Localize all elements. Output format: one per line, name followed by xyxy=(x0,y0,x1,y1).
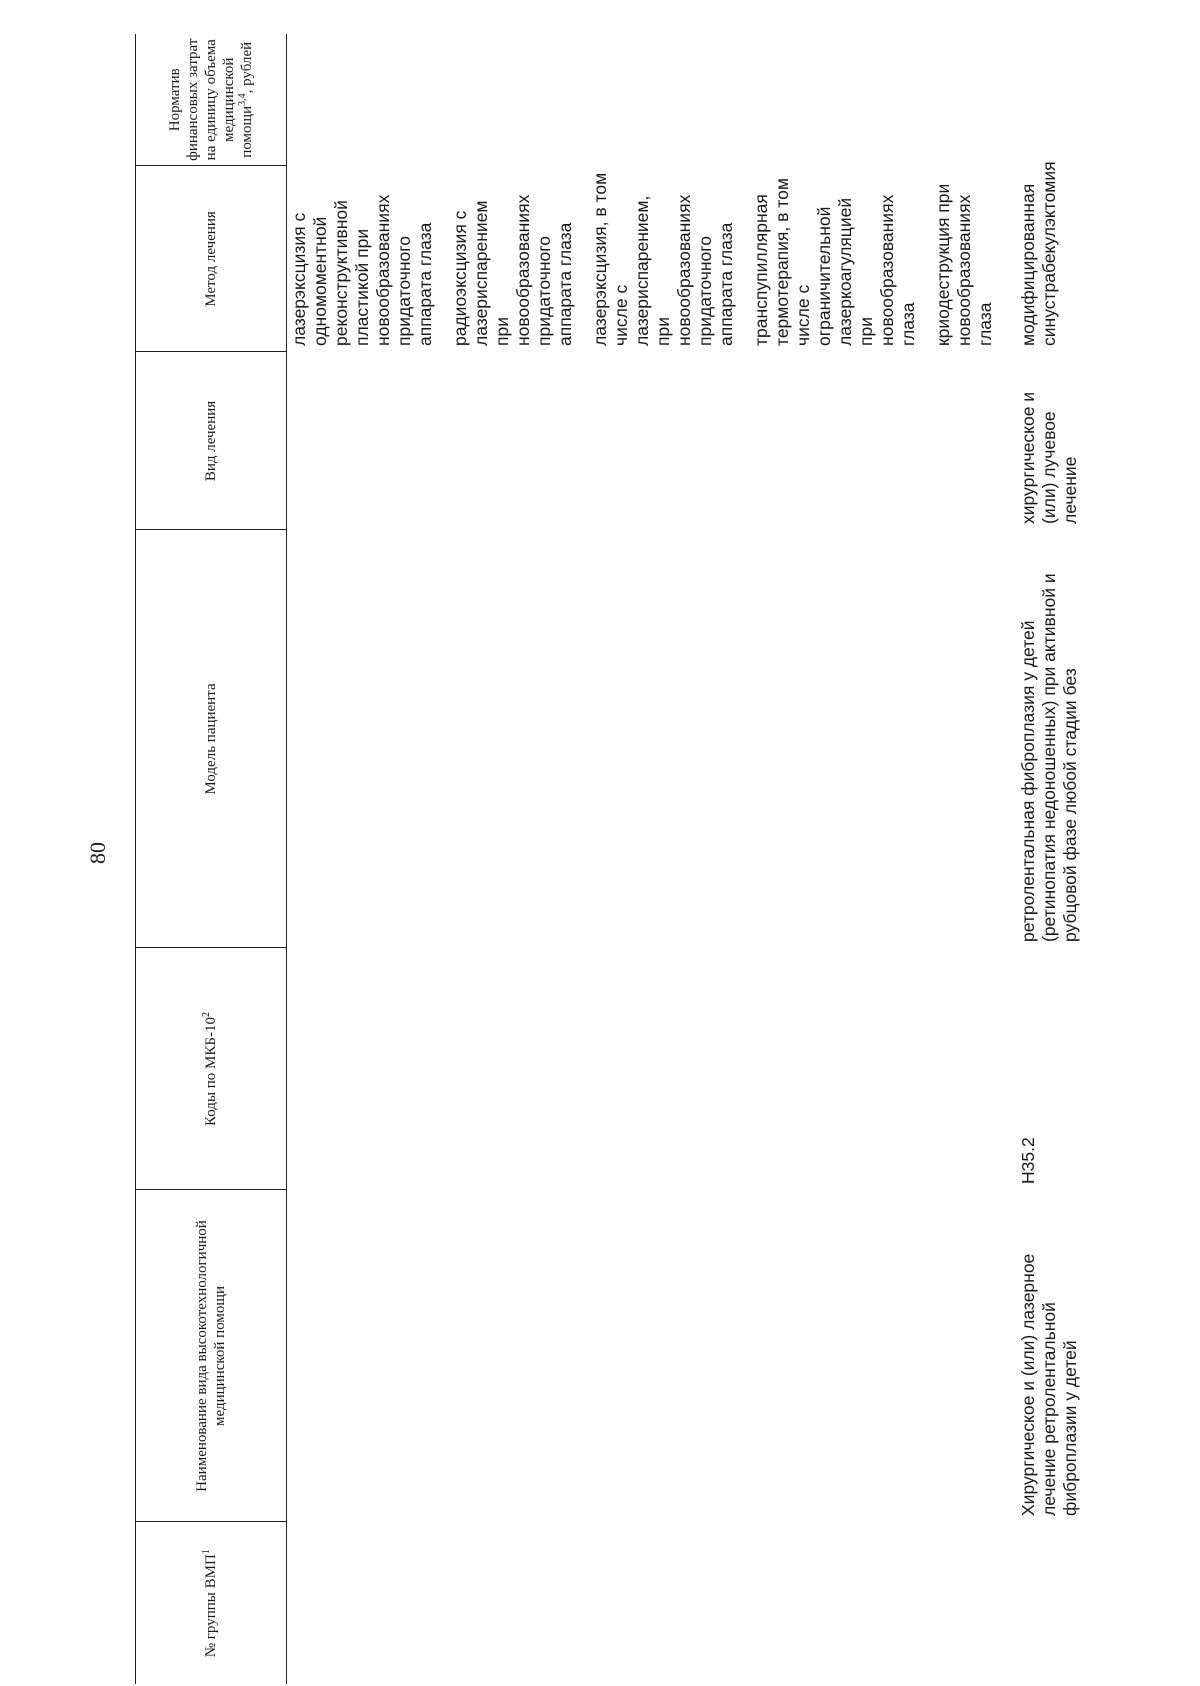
header-treatment-method: Метод лечения xyxy=(136,166,287,352)
method-item: лазерэксцизия, в том числе с лазериспарением, при новообразованиях придаточного аппарата глаза xyxy=(590,172,736,346)
vmp-table xyxy=(135,34,1081,1684)
header-patient-model: Модель пациента xyxy=(136,530,287,948)
header-treatment-type: Вид лечения xyxy=(136,352,287,530)
cell-codes xyxy=(287,948,1011,1190)
cell-methods xyxy=(287,166,1011,352)
method-item: криодеструкция при новообразованиях глаза xyxy=(933,183,995,346)
cell-group xyxy=(287,1522,1011,1684)
cell-name xyxy=(287,1190,1011,1522)
page-number: 80 xyxy=(85,842,110,864)
cell-norm xyxy=(1010,34,1081,166)
cell-group xyxy=(1010,1522,1081,1684)
table-header-row xyxy=(136,34,287,1684)
header-group-number: № группы ВМП$^1$ xyxy=(136,1522,287,1684)
header-icd-codes: Коды по МКБ-$10^2$ xyxy=(136,948,287,1190)
cell-method: модифицированная синустрабекулэктомия xyxy=(1018,161,1059,346)
table-row xyxy=(1010,34,1081,1684)
cell-type: хирургическое и (или) лучевое лечение xyxy=(1018,391,1080,524)
method-item: лазерэксцизия с одномоментной реконструктивной пластикой при новообразованиях придаточного аппарата глаза xyxy=(289,194,435,346)
method-item: радиоэксцизия с лазериспарением при новообразованиях придаточного аппарата глаза xyxy=(450,194,575,346)
header-cost-norm: Норматив финансовых затрат на единицу объема медицинской помощи$^{3,4}$, рублей xyxy=(136,34,287,166)
table-row xyxy=(287,34,1011,1684)
cell-model: ретролентальная фиброплазия у детей (ретинопатия недоношенных) при активной и рубцовой фазе любой стадии без xyxy=(1018,573,1080,942)
cell-type xyxy=(287,352,1011,530)
rotated-page-content xyxy=(135,34,1125,1684)
header-vmp-name: Наименование вида высокотехнологичной медицинской помощи xyxy=(136,1190,287,1522)
method-item: транспупиллярная термотерапия, в том числе с ограничительной лазеркоагуляцией при новообразованиях глаза xyxy=(751,178,918,346)
cell-model xyxy=(287,530,1011,948)
cell-norm xyxy=(287,34,1011,166)
cell-codes: H35.2 xyxy=(1018,1137,1038,1184)
cell-name: Хирургическое и (или) лазерное лечение ретролентальной фиброплазии у детей xyxy=(1018,1253,1080,1516)
